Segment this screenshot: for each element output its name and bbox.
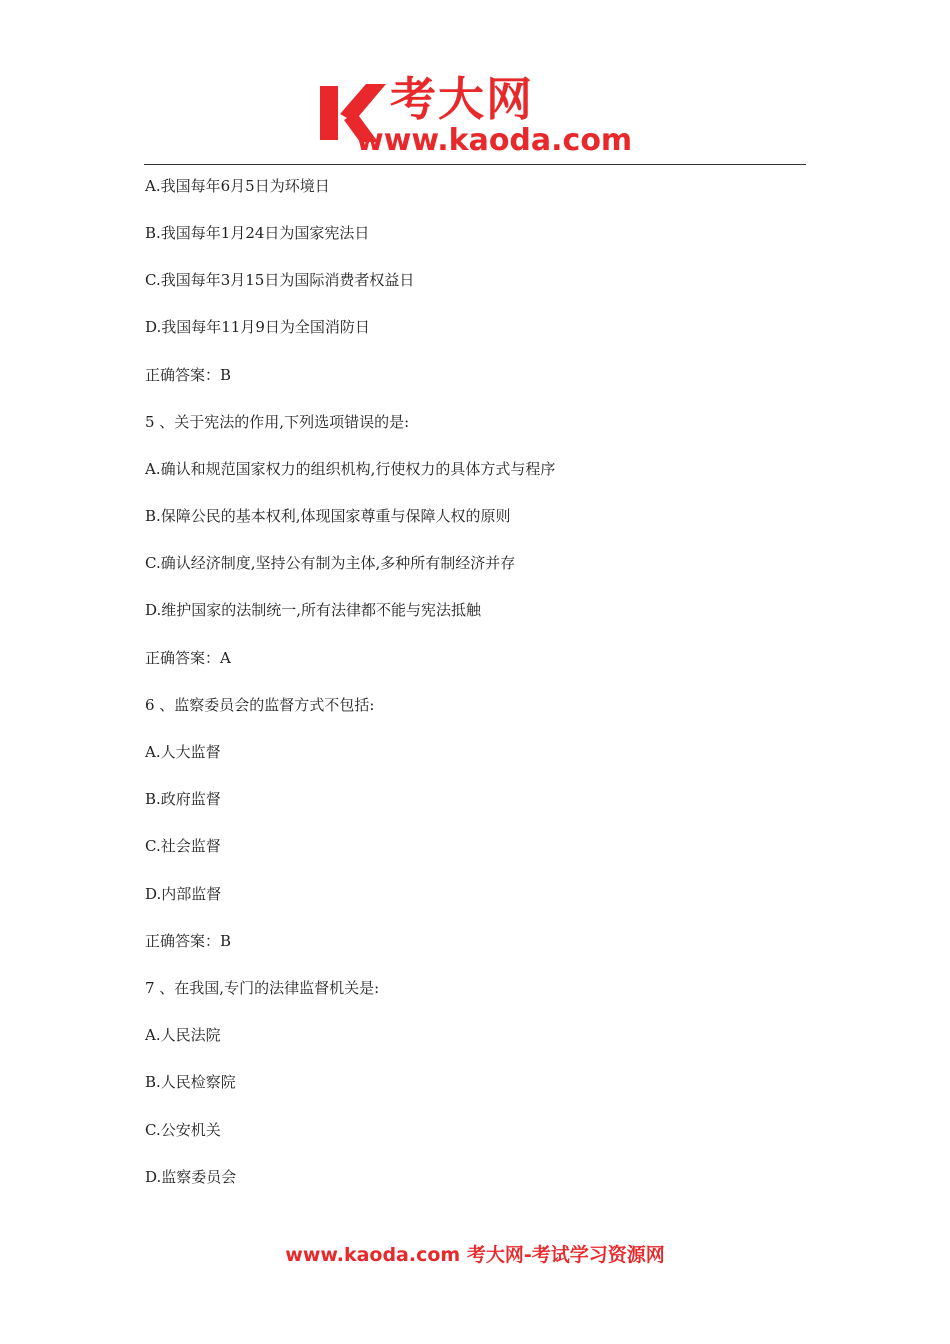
option-line: D.维护国家的法制统一,所有法律都不能与宪法抵触 [145, 601, 482, 619]
question-line: 5 、关于宪法的作用,下列选项错误的是: [145, 413, 410, 431]
option-line: A.我国每年6月5日为环境日 [145, 177, 330, 195]
kaoda-logo [318, 72, 638, 160]
option-line: D.我国每年11月9日为全国消防日 [145, 318, 370, 336]
option-line: C.我国每年3月15日为国际消费者权益日 [145, 271, 415, 289]
option-line: C.公安机关 [145, 1121, 221, 1139]
option-line: B.我国每年1月24日为国家宪法日 [145, 224, 370, 242]
option-line: A.人大监督 [145, 743, 221, 761]
option-line: A.人民法院 [145, 1026, 221, 1044]
logo-url: www.kaoda.com [356, 123, 633, 158]
option-line: A.确认和规范国家权力的组织机构,行使权力的具体方式与程序 [145, 460, 556, 478]
header-divider [144, 164, 806, 165]
page-footer: www.kaoda.com 考大网-考试学习资源网 [285, 1244, 665, 1266]
answer-line: 正确答案：B [145, 932, 232, 950]
option-line: B.人民检察院 [145, 1073, 236, 1091]
option-line: D.内部监督 [145, 885, 222, 903]
option-line: B.政府监督 [145, 790, 221, 808]
option-line: B.保障公民的基本权利,体现国家尊重与保障人权的原则 [145, 507, 511, 525]
answer-line: 正确答案：B [145, 366, 232, 384]
page-header [0, 0, 950, 170]
option-line: C.社会监督 [145, 837, 221, 855]
question-line: 7 、在我国,专门的法律监督机关是: [145, 979, 380, 997]
option-line: D.监察委员会 [145, 1168, 237, 1186]
logo-chinese-name: 考大网 [390, 72, 534, 126]
answer-line: 正确答案：A [145, 649, 231, 667]
question-line: 6 、监察委员会的监督方式不包括: [145, 696, 375, 714]
option-line: C.确认经济制度,坚持公有制为主体,多种所有制经济并存 [145, 554, 516, 572]
